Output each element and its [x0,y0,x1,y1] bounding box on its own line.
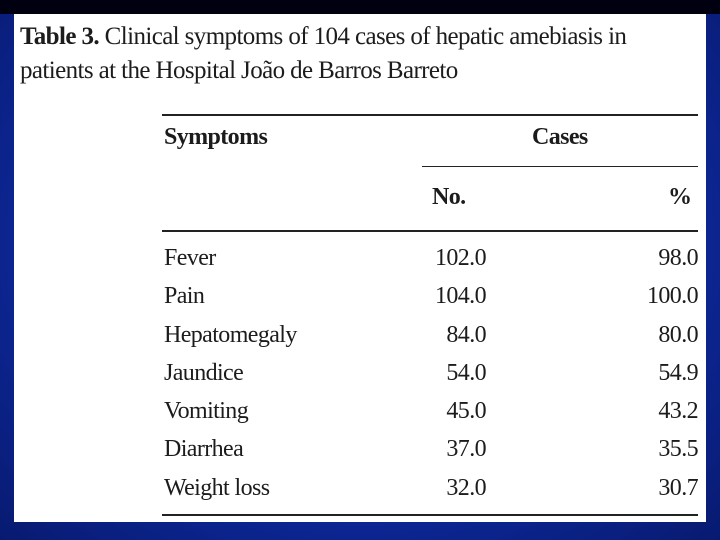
cell-symptom: Hepatomegaly [164,321,297,348]
table-top-rule [162,114,698,116]
table-row [162,240,698,278]
slide-top-bar [0,0,720,14]
header-no: No. [432,184,466,210]
table-image-panel [14,14,706,522]
cell-percent: 80.0 [658,321,698,348]
table-bottom-rule [162,514,698,516]
cell-percent: 30.7 [658,474,698,501]
table-row [162,355,698,393]
cell-symptom: Vomiting [164,398,249,425]
cell-percent: 98.0 [658,245,698,271]
cell-symptom: Jaundice [164,359,244,386]
header-symptoms: Symptoms [164,124,268,150]
cell-symptom: Weight loss [164,474,270,501]
header-bottom-rule [162,230,698,232]
table-row [162,278,698,316]
table-row [162,470,698,508]
cell-symptom: Pain [164,283,205,310]
cell-no: 84.0 [446,321,486,348]
table-caption-label: Table 3. [20,23,100,50]
table-caption [20,20,704,88]
table-body [162,240,698,508]
cell-no: 32.0 [446,474,486,501]
cell-symptom: Diarrhea [164,436,244,463]
cell-percent: 43.2 [658,398,698,425]
header-cases: Cases [532,124,588,150]
cell-percent: 54.9 [658,359,698,386]
cell-no: 104.0 [434,283,486,310]
cell-percent: 100.0 [646,283,698,310]
cell-no: 102.0 [434,245,486,271]
cell-symptom: Fever [164,245,216,271]
cell-no: 37.0 [446,436,486,463]
cell-no: 54.0 [446,359,486,386]
table-row [162,393,698,431]
header-percent: % [668,184,692,210]
table-row [162,431,698,469]
cases-span-rule [422,166,698,167]
cell-no: 45.0 [446,398,486,425]
cell-percent: 35.5 [658,436,698,463]
table-caption-text: Clinical symptoms of 104 cases of hepatic amebiasis in patients at the Hospital João de Barros Barreto [20,23,627,84]
table-row [162,317,698,355]
